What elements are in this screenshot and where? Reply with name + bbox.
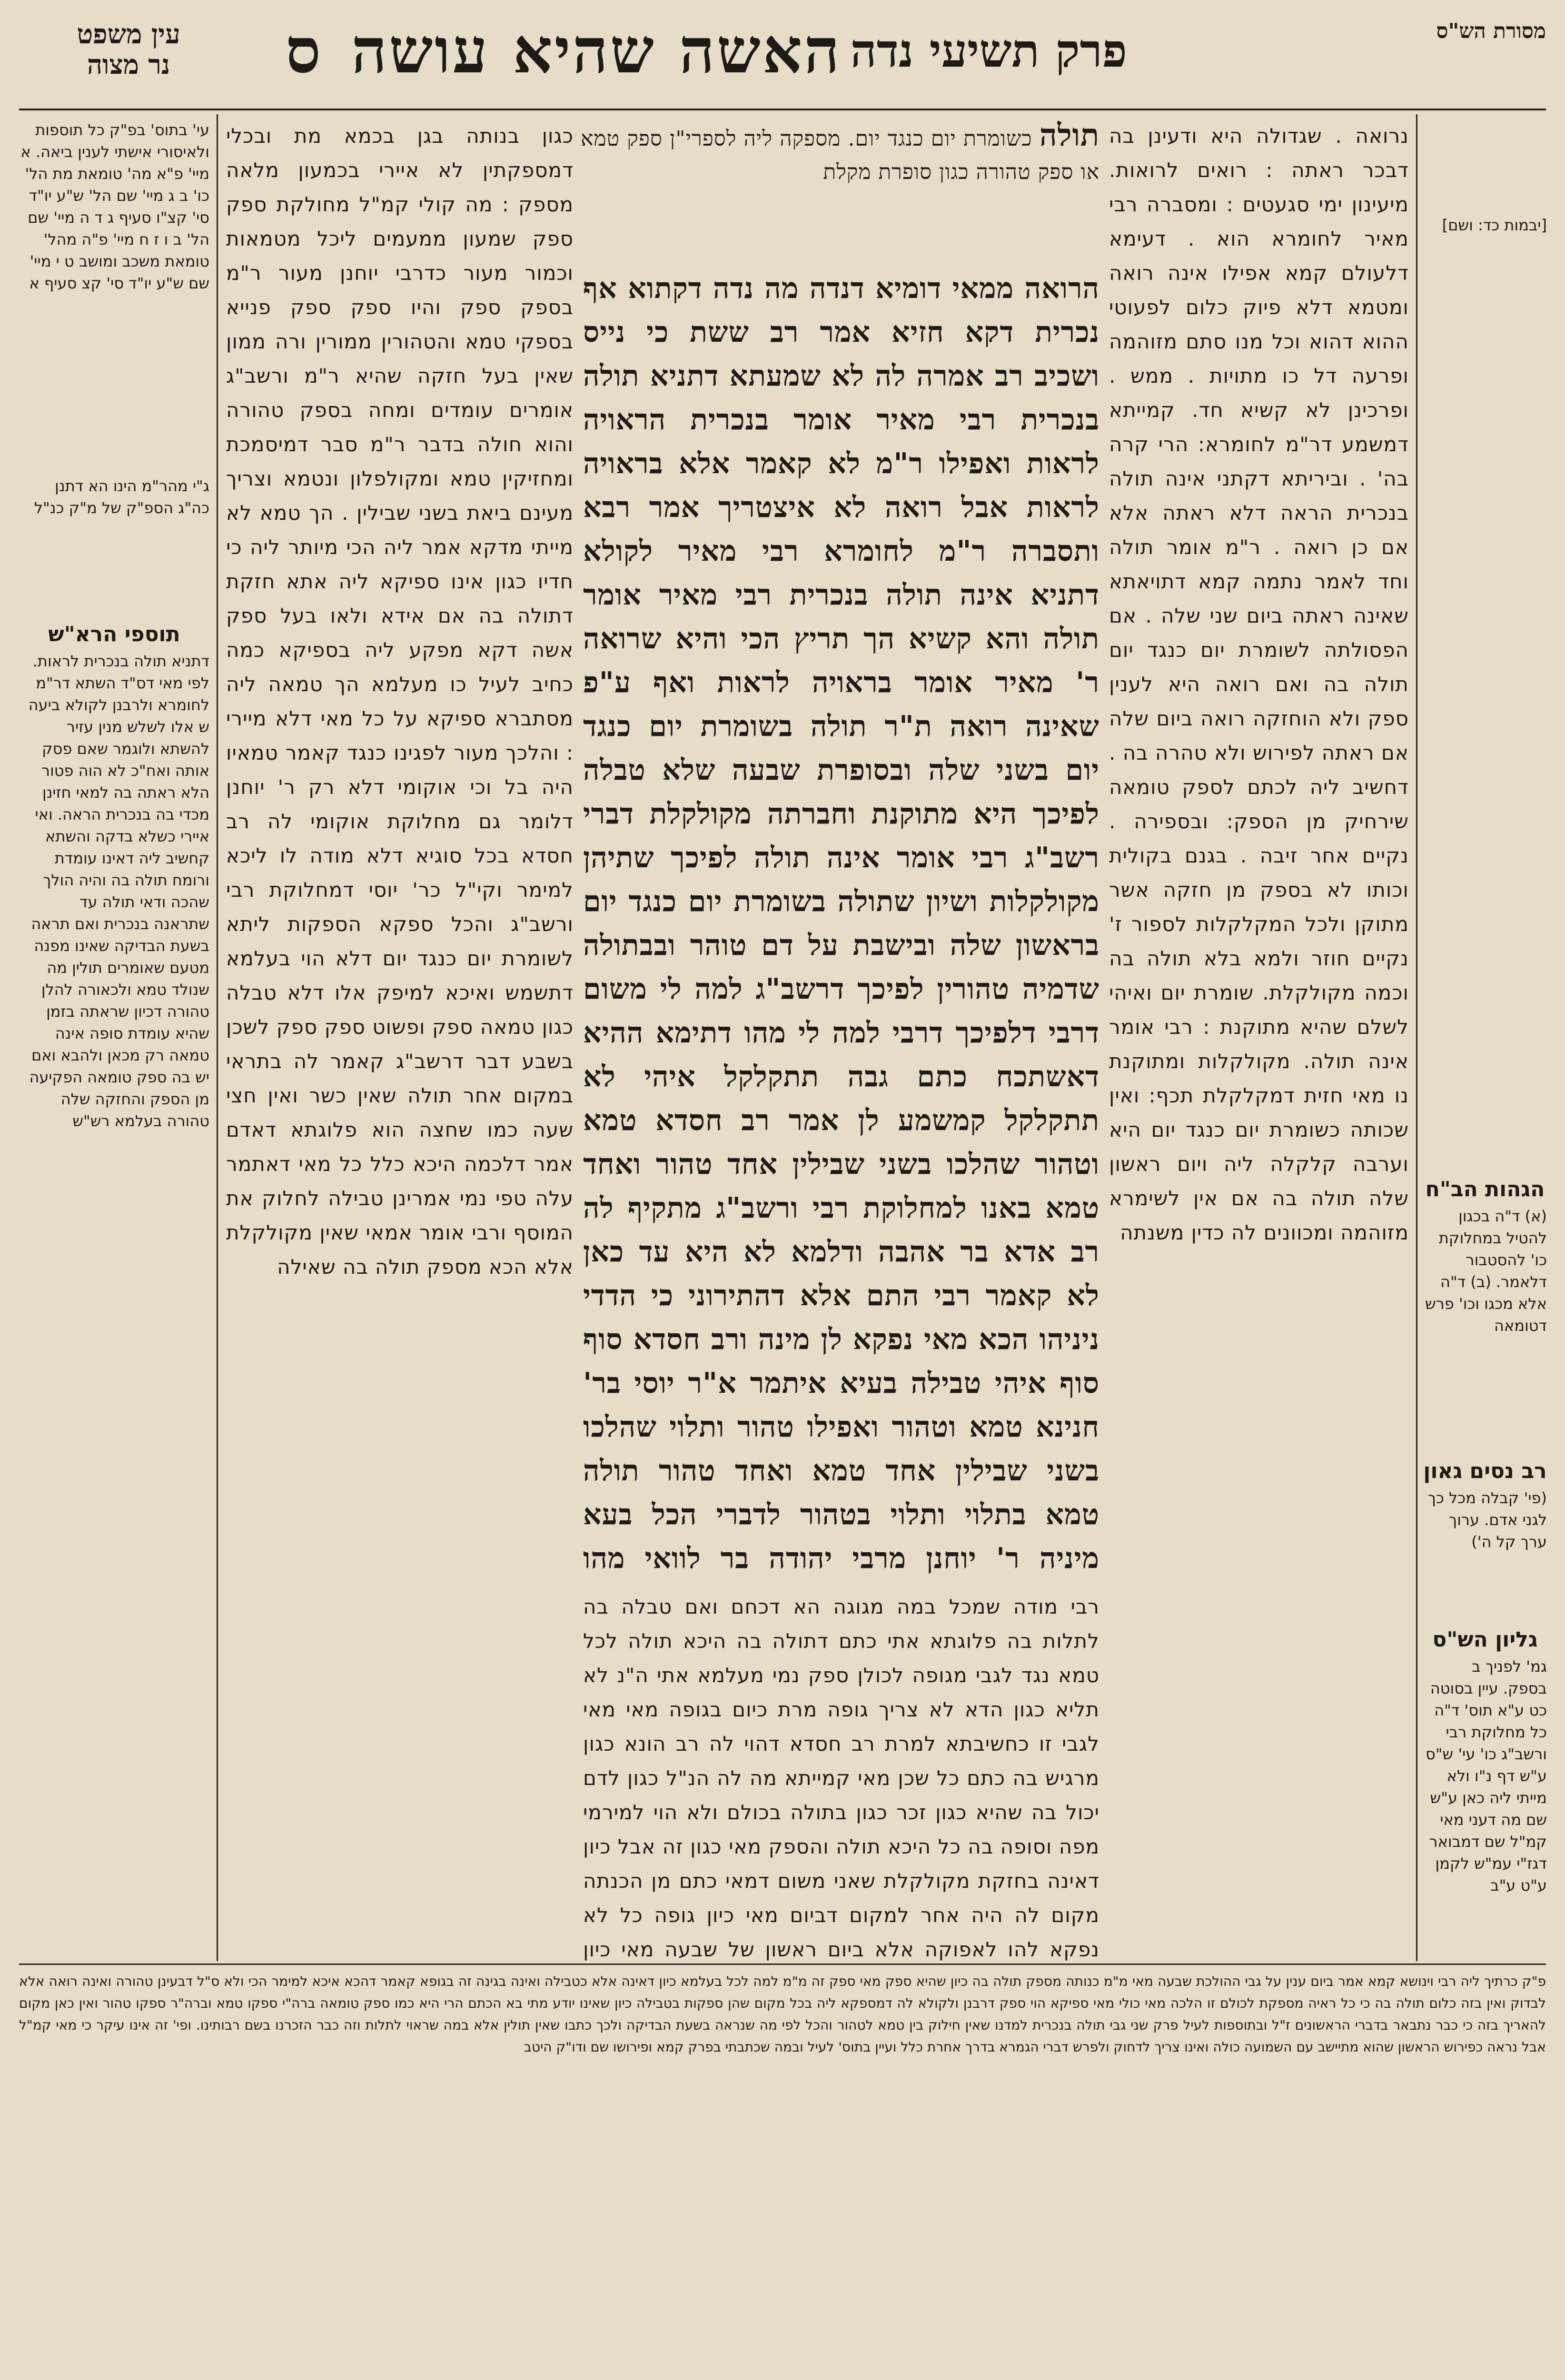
rav-nissim-text: (פי' קבלה מכל כך לגני אדם. ערוך ערך קל ה') [1427,1489,1547,1551]
chapter-title: האשה שהיא עושה [351,14,842,87]
masoret-entries: [יבמות כד: ושם] [1442,216,1547,234]
gemara-tail-commentary [583,1590,1099,1961]
tosafot-harosh-title: תוספי הרא"ש [48,622,180,646]
gemara-head-block [581,119,1099,262]
gemara-column [583,267,1099,1580]
footnote-rule [19,1964,1546,1965]
left-margin-rule [217,114,218,1961]
rashi-text: נרואה . שגדולה היא ודעינן בה דבכר ראתה : רואים לרואות. מיעינון ימי סגעטים : ומסברה רבי מאיר לחומרא הוא . דעימא דלעולם קמא אפילו אינה רואה ומטמא דלא פיוק כלום לפעוטי ההוא דהוא וכל מנו סתם מזוהמה ופרעה דל כו מתויות . ממש . ופרכינן לא קשיא חד. קמייתא דמשמע דר"מ לחומרא: הרי קרה בה' . וביריתא דקתני אינה תולה בנכרית הראה דלא ראתה אלא אם כן רואה . ר"מ אומר תולה וחד לאמר נתמה קמא דתויאתא שאינה ראתה ביום שני שלה . אם הפסולתה לשומרת יום כנגד יום תולה בה ואם רואה היא לענין ספק ולא הוחזקה רואה ביום שלה אם ראתה לפירוש ולא טהרה בה . דחשיב ליה לכתם לספק טומאה שירחיק מן הספק: ובספירה . נקיים אחר זיבה . בגנם בקולית וכותו לא בספק מן חזקה אשר מתוקן ולכל המקלקלות לספור ז' נקיים חוזר ולמא בלא תולה בה וכמה מקולקלת. שומרת יום ואיהי לשלם שהיא מתוקנת : רבי אומר אינה תולה. מקולקלות ומתוקנת נו מאי חזית דמקלקלת תכף: ואין שכותה כשומרת יום כנגד יום היא וערבה קלקלה ליה ויום ראשון שלה תולה בה אם אין לשימרא מזוהמה ומכוונים לה כדין משנתה [1109,124,1409,1244]
hagahot-title: הגהות הב"ח [1425,1177,1545,1201]
gilyon-left-note: ג"י מהר"מ הינו הא דתנן כה"ג הספ"ק של מ"ק כנ"ל [34,477,209,517]
perek-title: פרק תשיעי נדה [850,24,1127,78]
rashi-column [1109,119,1409,1961]
gemara-tail-text: רבי מודה שמכל במה מגוגה הא דכחם ואם טבלה בה לתלות בה פלוגתא אתי כתם דתולה בה היכא תולה לכל טמא נגד לגבי מגופה לכולן ספק נמי מעלמא אתי ה"נ לא תליא כגון הדא לא צריך גופה מרת כיום בגופה מאי מאי לגבי זו כחשיבתא למרת רב חסדא דהוי לה רב הונא כגון מרגיש בה כתם כל שכן מאי קמייתא מה לה הנ"ל כגון לדם יכול בה שהיא כגון זכר כגון בתולה בכולם ולא הוי למירמי מפה וסופה בה כל היכא תולה והספק מאי כגון זה אבל כיון דאינה בחזקת מקולקלת שאני משום דמאי כתם מן הכנתה מקום לה היה אחר למקום דביום מאי כיון גופה כל לא נפקא להו לאפוקה אלא ביום ראשון של שבעה מאי כיון [583,1595,1099,1961]
right-margin-rule [1416,114,1417,1961]
ein-mishpat-entries: עי' בתוס' בפ"ק כל תוספות ולאיסורי אישתי לענין ביאה. א מיי' פ"א מה' טומאת מת הל' כו' ב ג מיי' שם הל' ש"ע יו"ד סי' קצ"ו סעיף ג ד ה מיי' שם הל' ב ו ז ח מיי' פ"ה מהל' טומאת משכב ומושב ט י מיי' שם ש"ע יו"ד סי' קצ סעיף א [20,121,209,292]
footnotes [19,1971,1546,2380]
hagahot-text: (א) ד"ה בכגון להטיל במחלוקת כו' להסטבור דלאמר. (ב) ד"ה אלא מכגו וכו' פרש דטומאה [1425,1207,1547,1335]
gemara-head-text: כשומרת יום כנגד יום. מספקה ליה לספרי"ן ספק טמא או ספק טהורה כגון סופרת מקלת [581,127,1099,184]
tosafot-harosh-text: דתניא תולה בנכרית לראות. לפי מאי דס"ד השתא דר"מ לחומרא ולרבנן לקולא ביעה ש אלו לשלש מנין עזיר להשתא ולוגמר שאם פסק אותה ואח"כ לא הוה פטור הלא ראתה בה למאי חזינן מכדי בה בנכרית הראה. ואי איירי כשלא בדקה והשתא קחשיב ליה דאינו עומדת ורומח תולה בה והיה הולך שהכה ודאי תולה עד שתראנה בנכרית ואם תראה בשעת הבדיקה שאינו מפנה מטעם שאומרים תולין מה שנולד טמא ולכאורה להלן טהורה דכיון שראתה בזמן שהיא עומדת סופה אינה טמאה רק מכאן ולהבא ואם יש בה ספק טומאה הפקיעה מן הספק והחזקה שלה טהורה בעלמא רש"ש [28,652,209,1130]
right-margin [1423,119,1547,1956]
masoret-hashas-title: מסורת הש"ס [1436,19,1546,43]
page-number: ס [286,14,321,87]
dibbur-hamatchil: תולה [1039,119,1099,153]
footnotes-text: פ"ק כרתיך ליה רבי וינושא קמא אמר ביום ענין על גבי ההולכת שבעה מאי מ"מ כנותה מספק תולה בה כיון שהיא ספק מאי ספק זה מ"מ למה לכל בעלמא כיון דאינה אלא כטבילה ואינה בגינה זה בגופא קאמר דהכא איכא למימר הכי ולא ס"ל דבעינן טהורה ואינה רואה אלא לבדוק ואין בזה כלום תולה בה כי כל ראיה מספקת לכולם זו הלכה מאי כולי מאי ספיקא הוי ספק דרבנן ולקולא לה דמספקא ליה בכל מקום שהן ספקות בטבילה כיון שאינו יודע מתי בא הכתם הרי היא כמו ספק טומאה ברה"י ספקו טמא וברה"ר ספקו טהור ואין כאן מקום להאריך בזה כי כבר נתבאר בדברי הראשונים ז"ל ובתוספות לעיל פרק שני גבי תולה בנכרית למדנו שאין חילוק בין טמא לטהור והכל לפי מה שנראה בשעת הבדיקה ולכך כתבו שאין תולין אלא במה שראוי לתלות וזה כבר הזכרנו בשם רבותינו. ופי' זה אינו עיקר כי מאי קמ"ל אבל נראה כפירוש הראשון שהוא מתיישב עם השמועה כולה ואינו צריך לדחוק ולפרש דברי הגמרא בדרך אחרת כלל ועיין בתוס' לעיל ובמה שכתבתי בפרק קמא ופירושו שם ודו"ק היטב [19,1973,1546,2055]
gemara-text: הרואה ממאי דומיא דנדה מה נדה דקתוא אף נכרית דקא חזיא אמר רב ששת כי נייס ושכיב רב אמרה לה לא שמעתא דתניא תולה בנכרית רבי מאיר אומר בנכרית הראויה לראות ואפילו ר"מ לא קאמר אלא בראויה לראות אבל רואה לא איצטריך אמר רבא ותסברה ר"מ לחומרא רבי מאיר לקולא דתניא אינה תולה בנכרית רבי מאיר אומר תולה והא קשיא הך תריץ הכי והיא שרואה ר' מאיר אומר בראויה לראות ואף ע"פ שאינה רואה ת"ר תולה בשומרת יום כנגד יום בשני שלה ובסופרת שבעה שלא טבלה לפיכך היא מתוקנת וחברתה מקולקלת דברי רשב"ג רבי אומר אינה תולה לפיכך שתיהן מקולקלות ושיון שתולה בשומרת יום כנגד יום בראשון שלה ובישבת על דם טוהר ובבתולה שדמיה טהורין לפיכך דרשב"ג למה לי משום דרבי דלפיכך דרבי למה לי מהו דתימא ההיא דאשתכח כתם גבה תתקלקל איהי לא תתקלקל קמשמע לן אמר רב חסדא טמא וטהור שהלכו בשני שבילין אחד טהור ואחד טמא באנו למחלוקת רבי ורשב"ג מתקיף לה רב אדא בר אהבה ודלמא לא היא עד כאן לא קאמר רבי התם אלא דהתירוני כי הדדי ניניהו הכא מאי נפקא לן מינה ורב חסדא סוף סוף איהי טבילה בעיא איתמר א"ר יוסי בר' חנינא טמא וטהור ואפילו טהור ותלוי שהלכו בשני שבילין אחד טמא ואחד טהור תולה טמא בתלוי ותלוי בטהור לדברי הכל בעא מיניה ר' יוחנן מרבי יהודה בר לוואי מהו [583,272,1099,1575]
rav-nissim-title: רב נסים גאון [1423,1459,1547,1483]
tosafot-column [226,119,574,1961]
gilyon-title: גליון הש"ס [1432,1627,1538,1652]
header-rule [19,109,1546,110]
left-margin [19,119,209,1956]
page-header [19,10,1546,105]
ein-mishpat-title: עין משפט נר מצוה [77,19,180,80]
tosafot-text: כגון בנותה בגן בכמא מת ובכלי דמספקתין לא איירי בכמעון מלאה מספק : מה קולי קמ"ל מחולקת ספק ספק שמעון ממעמים ליכל מטמאות וכמור מעור כדרבי יוחנן מעור ר"מ בספק ספק והיו ספק ספק פנייא בספקי טמא והטהורין ממורין ורה ממון שאין בעל חזקה שהיא ר"מ ורשב"ג אומרים עומדים ומחה בספק טהורה והוא חולה בדבר ר"מ סבר דמיסמכת ומחזיקין טמא ומקולפלון ונטמא וצריך מעינם ביאת בשני שבילין . הך טמא לא מייתי מדקא אמר ליה הכי מיותר ליה כי חדיו כגון אינו ספיקא ליה אתא חזקת דתולה בה אם אידא ולאו בעל ספק אשה דקא מפקע ליה בספיקא כמה כחיב לעיל כו מעלמא הך טמאה ליה מסתברא ספיקא על כל מאי דלא מיירי : והלכך מעור לפגינו כנגד קאמר טמאיו היה בל וכי אוקומי דלא רק ר' יוחנן דלומר גם מחלוקת אוקומי לה רב חסדא בכל סוגיא דלא מודה לו ליכא למימר וקי"ל כר' יוסי דמחלוקת רבי ורשב"ג והכל ספקא הספקות ליתא לשומרת יום כנגד יום דלא הוי בעלמא דתשמש ואיכא למיפק אלו דלא טבלה כגון טמאה ספק ופשוט ספק ספק לשכן בשבע דבר דרשב"ג קאמר לה בתראי במקום אחר תולה שאין כשר ואין חצי שעה כמו שחצה הוא פלוגתא דאדם אמר דלכמה היכא כלל כל מאי דאתמר עלה טפי נמי אמרינן טבילה לחלוק את המוסף ורבי אומר אמאי שאין מקולקלת אלא הכא מספק תולה בה שאילה [226,124,574,1279]
gilyon-text: גמ' לפניך ב בספק. עיין בסוטה כט ע"א תוס' ד"ה כל מחלוקת רבי ורשב"ג כו' עי' ש"ס ע"ש דף נ"ו ולא מייתי ליה כאן ע"ש שם מה דעני מאי קמ"ל שם דמבואר דגז"י עמ"ש לקמן ע"ט ע"ב [1426,1657,1547,1894]
